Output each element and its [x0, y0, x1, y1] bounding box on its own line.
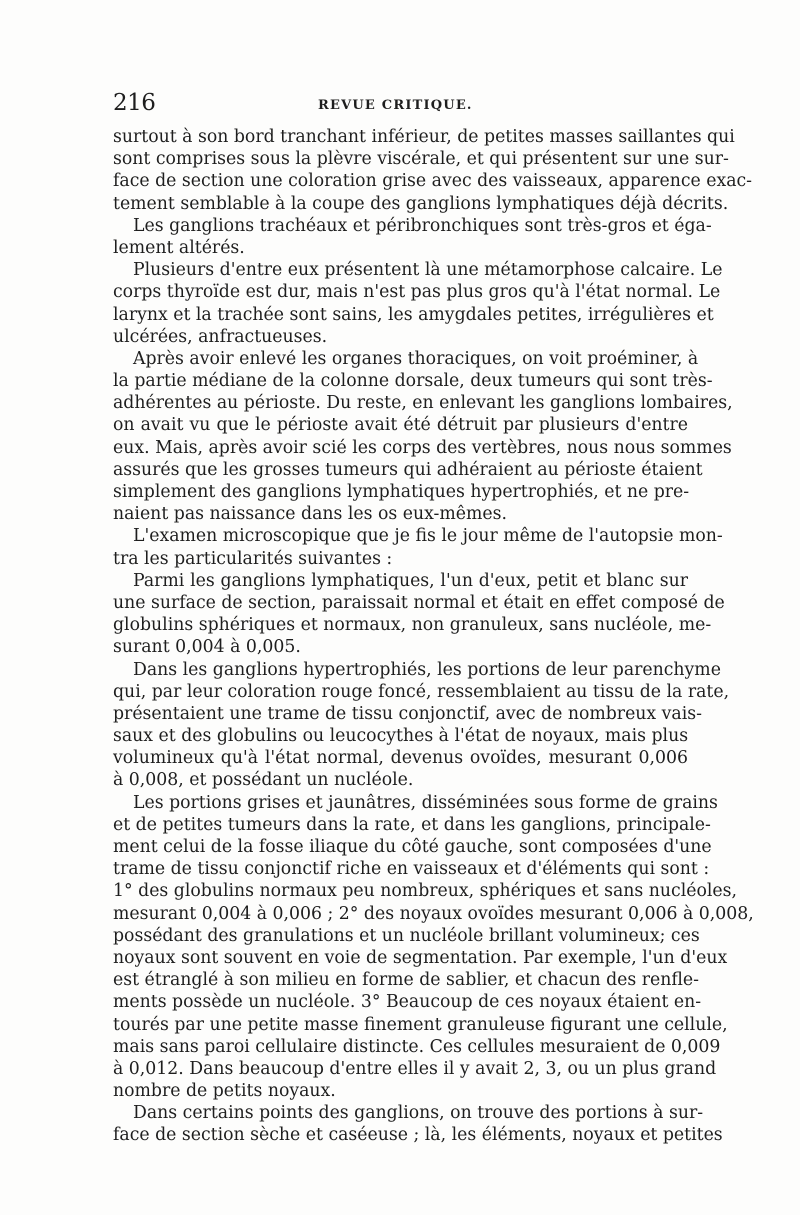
body-text — [113, 126, 754, 1186]
text-line: surant 0,004 à 0,005. — [113, 637, 301, 658]
text-line: adhérentes au périoste. Du reste, en enlevant les ganglions lombaires, — [113, 393, 733, 414]
text-line: à 0,012. Dans beaucoup d'entre elles il y avait 2, 3, ou un plus grand — [113, 1058, 717, 1079]
text-line: L'examen microscopique que je fis le jour même de l'autopsie mon- — [133, 526, 723, 547]
text-line: face de section une coloration grise avec des vaisseaux, apparence exac- — [113, 171, 753, 192]
running-title: REVUE CRITIQUE. — [318, 98, 473, 113]
text-line: simplement des ganglions lymphatiques hypertrophiés, et ne pre- — [113, 482, 690, 502]
text-line: ulcérées, anfractueuses. — [113, 326, 328, 347]
text-line: naient pas naissance dans les os eux-mêmes. — [113, 504, 507, 525]
text-line: présentaient une trame de tissu conjonctif, avec de nombreux vais- — [113, 703, 702, 724]
text-line: et de petites tumeurs dans la rate, et dans les ganglions, principale- — [113, 814, 711, 835]
text-line: noyaux sont souvent en voie de segmentation. Par exemple, l'un d'eux — [113, 947, 728, 968]
text-line: larynx et la trachée sont sains, les amygdales petites, irrégulières et — [113, 304, 714, 325]
text-line: à 0,008, et possédant un nucléole. — [113, 770, 414, 791]
text-line: tement semblable à la coupe des ganglions lymphatiques déjà décrits. — [113, 193, 729, 214]
text-line: volumineux qu'à l'état normal, devenus ovoïdes, mesurant 0,006 — [113, 748, 688, 769]
text-line: sont comprises sous la plèvre viscérale, et qui présentent sur une sur- — [113, 149, 729, 170]
text-line: globulins sphériques et normaux, non granuleux, sans nucléole, me- — [113, 615, 712, 636]
text-line: tourés par une petite masse finement granuleuse figurant une cellule, — [113, 1014, 728, 1035]
text-line: saux et des globulins ou leucocythes à l'état de noyaux, mais plus — [113, 726, 689, 747]
text-line: mesurant 0,004 à 0,006 ; 2° des noyaux ovoïdes mesurant 0,006 à 0,008, — [113, 903, 754, 924]
text-line: nombre de petits noyaux. — [113, 1081, 336, 1102]
text-line: face de section sèche et caséeuse ; là, les éléments, noyaux et petites — [113, 1125, 723, 1146]
text-line: la partie médiane de la colonne dorsale, deux tumeurs qui sont très- — [113, 371, 713, 392]
text-line: une surface de section, paraissait normal et était en effet composé de — [113, 592, 725, 613]
text-line: Dans certains points des ganglions, on trouve des portions à sur- — [133, 1103, 704, 1124]
text-line: corps thyroïde est dur, mais n'est pas plus gros qu'à l'état normal. Le — [113, 282, 721, 303]
text-line: Dans les ganglions hypertrophiés, les portions de leur parenchyme — [133, 659, 721, 680]
text-line: lement altérés. — [113, 237, 245, 258]
text-line: est étranglé à son milieu en forme de sablier, et chacun des renfle- — [113, 970, 699, 991]
text-line: mais sans paroi cellulaire distincte. Ces cellules mesuraient de 0,009 — [113, 1036, 721, 1057]
text-line: tra les particularités suivantes : — [113, 548, 393, 569]
text-line: Plusieurs d'entre eux présentent là une métamorphose calcaire. Le — [133, 260, 723, 281]
text-line: on avait vu que le périoste avait été détruit par plusieurs d'entre — [113, 415, 688, 436]
page-number: 216 — [113, 90, 156, 116]
text-line: Les ganglions trachéaux et péribronchiques sont très-gros et éga- — [133, 215, 712, 236]
text-line: Parmi les ganglions lymphatiques, l'un d'eux, petit et blanc sur — [133, 570, 688, 591]
text-line: ments possède un nucléole. 3° Beaucoup de ces noyaux étaient en- — [113, 992, 702, 1013]
text-line: possédant des granulations et un nucléole brillant volumineux; ces — [113, 925, 700, 946]
text-line: Après avoir enlevé les organes thoraciques, on voit proéminer, à — [133, 348, 699, 369]
text-line: ment celui de la fosse iliaque du côté gauche, sont composées d'une — [113, 837, 712, 857]
text-line: qui, par leur coloration rouge foncé, ressemblaient au tissu de la rate, — [113, 681, 730, 702]
text-line: eux. Mais, après avoir scié les corps des vertèbres, nous nous sommes — [113, 437, 732, 458]
running-head — [113, 90, 688, 126]
text-line: trame de tissu conjonctif riche en vaisseaux et d'éléments qui sont : — [113, 859, 710, 880]
text-line: 1° des globulins normaux peu nombreux, sphériques et sans nucléoles, — [113, 881, 738, 902]
text-line: assurés que les grosses tumeurs qui adhéraient au périoste étaient — [113, 459, 703, 480]
text-line: surtout à son bord tranchant inférieur, de petites masses saillantes qui — [113, 127, 735, 147]
text-line: Les portions grises et jaunâtres, disséminées sous forme de grains — [133, 792, 718, 813]
